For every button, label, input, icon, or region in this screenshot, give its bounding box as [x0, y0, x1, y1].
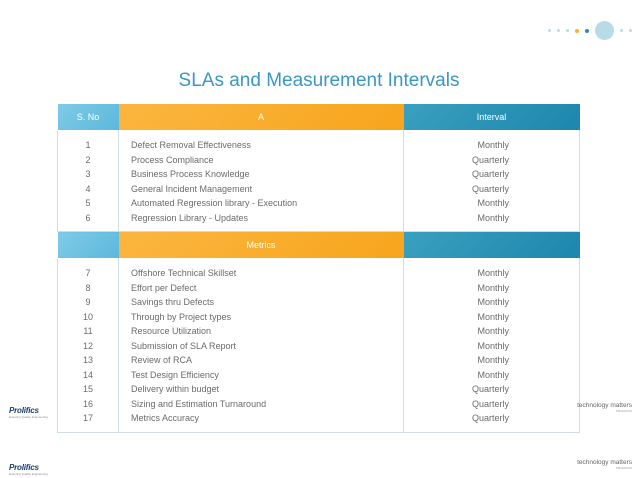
row-number: 11 — [83, 326, 93, 337]
table-row — [58, 182, 580, 197]
section-blank-left — [58, 232, 119, 259]
table-row — [58, 281, 580, 296]
prolifics-logo — [9, 463, 48, 476]
row-interval: Quarterly — [404, 182, 580, 197]
table-row — [58, 411, 580, 426]
spacer-row — [58, 130, 580, 138]
sla-table — [57, 104, 580, 433]
section-label: Metrics — [119, 232, 404, 259]
row-name: Business Process Knowledge — [119, 167, 404, 182]
logo-tagline: Ensuring Quality Engineering — [9, 472, 48, 476]
logo-text: Prolifics — [9, 406, 39, 415]
dot-icon — [585, 29, 589, 33]
dot-icon — [566, 29, 569, 32]
row-number: 7 — [85, 268, 91, 279]
row-number: 16 — [82, 398, 93, 409]
row-interval: Monthly — [404, 368, 580, 383]
row-name: Defect Removal Effectiveness — [119, 138, 404, 153]
dot-icon — [557, 29, 560, 32]
row-interval: Monthly — [404, 339, 580, 354]
row-name: Test Design Efficiency — [119, 368, 404, 383]
table-row — [58, 310, 580, 325]
spacer-row — [58, 258, 580, 266]
row-interval: Quarterly — [404, 397, 580, 412]
row-number: 1 — [85, 140, 91, 151]
logo-tagline: Ensuring Quality Engineering — [9, 415, 48, 419]
logo-text: Prolifics — [9, 463, 39, 472]
table-row — [58, 295, 580, 310]
tagline-text: technology matters — [577, 402, 632, 409]
row-interval: Monthly — [404, 211, 580, 226]
section-blank-right — [404, 232, 580, 259]
tagline — [577, 459, 632, 470]
table-row — [58, 324, 580, 339]
dot-icon — [575, 29, 579, 33]
table-row — [58, 196, 580, 211]
dot-icon — [620, 29, 623, 32]
table-row — [58, 353, 580, 368]
row-name: Submission of SLA Report — [119, 339, 404, 354]
row-name: Effort per Defect — [119, 281, 404, 296]
row-number: 14 — [82, 369, 93, 380]
row-number: 4 — [85, 183, 91, 194]
row-name: General Incident Management — [119, 182, 404, 197]
row-number: 17 — [82, 413, 93, 424]
row-number: 12 — [82, 340, 93, 351]
row-name: Automated Regression library - Execution — [119, 196, 404, 211]
row-interval: Quarterly — [404, 153, 580, 168]
row-name: Process Compliance — [119, 153, 404, 168]
row-name: Review of RCA — [119, 353, 404, 368]
table-row — [58, 211, 580, 226]
page-title: SLAs and Measurement Intervals — [178, 70, 460, 91]
header-interval: Interval — [404, 104, 580, 130]
tagline — [577, 402, 632, 413]
row-number: 6 — [85, 212, 91, 223]
row-number: 13 — [82, 355, 93, 366]
row-number: 5 — [85, 198, 91, 209]
spacer-row — [58, 426, 580, 433]
table-row — [58, 382, 580, 397]
row-number: 9 — [85, 297, 91, 308]
row-interval: Monthly — [404, 281, 580, 296]
tagline-sub: PROLIFICS — [616, 409, 632, 413]
dot-icon — [548, 29, 551, 32]
row-name: Offshore Technical Skillset — [119, 266, 404, 281]
row-interval: Monthly — [404, 353, 580, 368]
row-name: Savings thru Defects — [119, 295, 404, 310]
group-2 — [58, 258, 580, 432]
row-number: 10 — [82, 311, 93, 322]
row-number: 8 — [85, 282, 91, 293]
row-name: Metrics Accuracy — [119, 411, 404, 426]
row-interval: Quarterly — [404, 411, 580, 426]
row-name: Delivery within budget — [119, 382, 404, 397]
circle-icon — [595, 21, 614, 40]
table-row — [58, 167, 580, 182]
row-interval: Monthly — [404, 138, 580, 153]
row-interval: Monthly — [404, 310, 580, 325]
decorative-dots — [548, 21, 632, 40]
row-interval: Monthly — [404, 324, 580, 339]
header-a: A — [119, 104, 404, 130]
row-number: 2 — [85, 154, 91, 165]
tagline-sub: PROLIFICS — [616, 466, 632, 470]
row-interval: Monthly — [404, 266, 580, 281]
row-number: 3 — [85, 169, 91, 180]
row-interval: Monthly — [404, 196, 580, 211]
row-interval: Quarterly — [404, 382, 580, 397]
row-name: Regression Library - Updates — [119, 211, 404, 226]
row-name: Sizing and Estimation Turnaround — [119, 397, 404, 412]
table-row — [58, 368, 580, 383]
table-row — [58, 153, 580, 168]
row-interval: Quarterly — [404, 167, 580, 182]
tagline-text: technology matters — [577, 459, 632, 466]
table-row — [58, 339, 580, 354]
header-sno: S. No — [58, 104, 119, 130]
table-row — [58, 397, 580, 412]
row-number: 15 — [82, 384, 93, 395]
row-name: Through by Project types — [119, 310, 404, 325]
row-name: Resource Utilization — [119, 324, 404, 339]
table-row — [58, 266, 580, 281]
prolifics-logo — [9, 406, 48, 419]
dot-icon — [629, 29, 632, 32]
row-interval: Monthly — [404, 295, 580, 310]
group-1 — [58, 130, 580, 232]
table-row — [58, 138, 580, 153]
section-header — [58, 232, 580, 259]
table-header — [58, 104, 580, 130]
